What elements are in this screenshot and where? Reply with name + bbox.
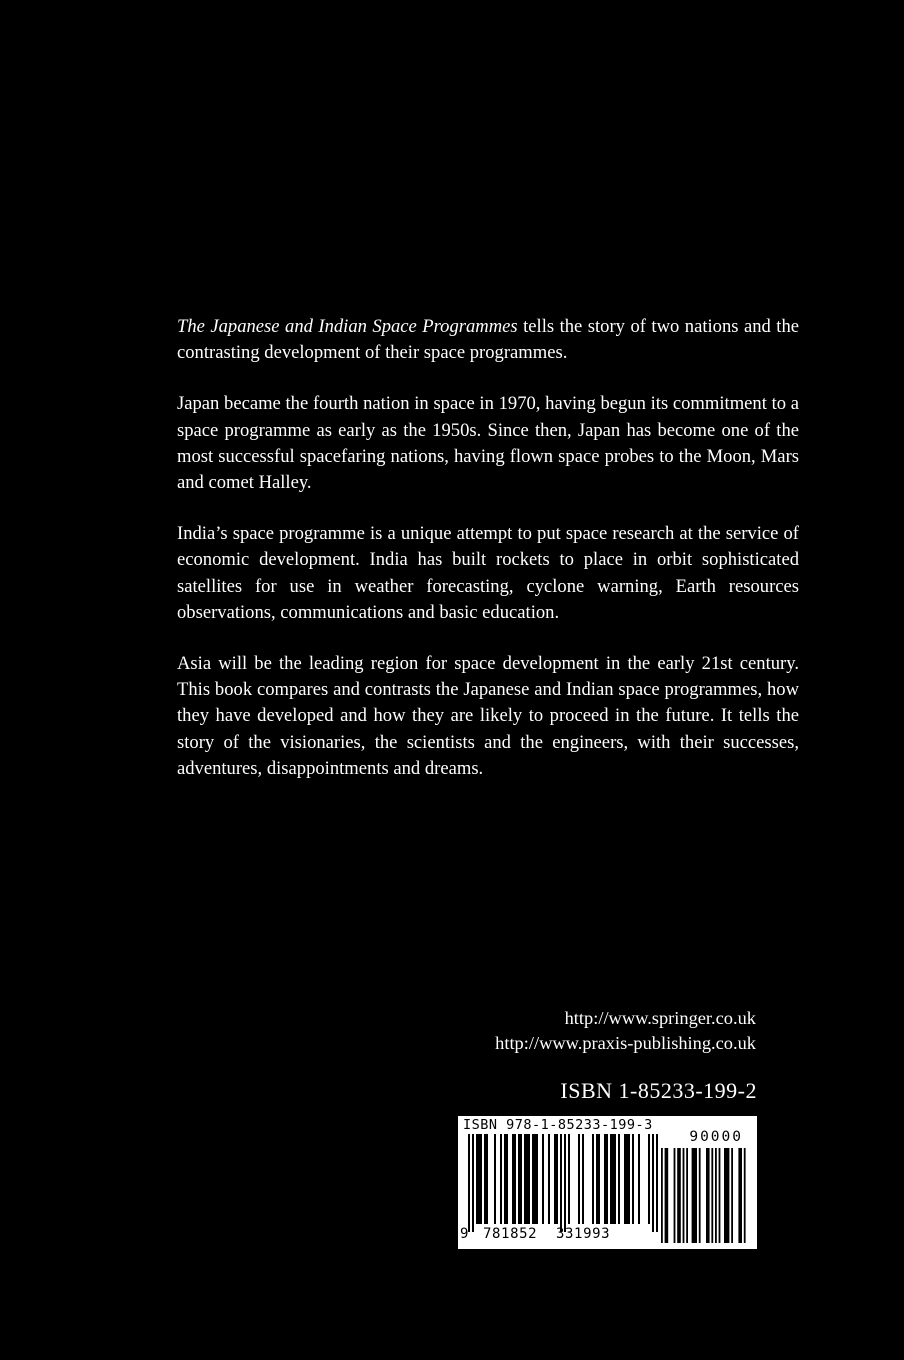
barcode-bar [578,1134,580,1224]
barcode-bar [648,1134,650,1224]
barcode-addon-bar [715,1148,717,1243]
barcode-bar [604,1134,608,1224]
barcode-addon-digits: 90000 [689,1129,743,1145]
barcode-bar [656,1134,658,1232]
barcode-isbn13-label: ISBN 978-1-85233-199-3 [463,1117,653,1133]
barcode-bar [554,1134,558,1224]
blurb-paragraph-4: Asia will be the leading region for space development in the early 21st century. This book compares and contrasts the Japanese and Indian space programmes, how they have developed and how they are likely to proceed in the future. It tells the story of the visionaries, the scientists and the engineers, with their successes, adventures, disappointments and dreams. [177,653,799,779]
barcode-addon-bar [677,1148,681,1243]
barcode-left-digits: 781852 [483,1226,538,1242]
barcode-bar [532,1134,538,1224]
barcode-addon-bar [683,1148,685,1243]
barcode-addon-bar [674,1148,676,1243]
barcode-addon-bar [744,1148,746,1243]
barcode-bar [468,1134,470,1232]
barcode-bar [638,1134,640,1224]
barcode-bar [548,1134,550,1224]
blurb-paragraph-2: Japan became the fourth nation in space in 1970, having begun its commitment to a space programme as early as the 1950s. Since then, Japan has become one of the most successful spacefaring nations, having flown space probes to the Moon, Mars and comet Halley. [177,393,799,494]
barcode-addon-bar [738,1148,742,1243]
barcode-bar [624,1134,630,1224]
blurb-paragraph-3: India’s space programme is a unique attempt to put space research at the service of economic development. India has built rockets to place in orbit sophisticated satellites for use in weather forecasting, cyclone warning, Earth resources observations, communications and basic education. [177,523,799,623]
barcode-bar [632,1134,634,1224]
back-cover-blurb [177,314,799,807]
blurb-paragraph-1 [177,314,799,366]
barcode-right-digits: 331993 [556,1226,611,1242]
barcode-bar [500,1134,502,1224]
barcode-addon-bar [731,1148,733,1243]
barcode-bar [564,1134,566,1232]
barcode-bar [652,1134,654,1232]
barcode-bar [472,1134,474,1232]
book-title: The Japanese and Indian Space Programmes [177,316,518,337]
barcode-bar [524,1134,530,1224]
barcode-bar [542,1134,544,1224]
barcode-addon-bar [724,1148,729,1243]
barcode-bar [568,1134,570,1224]
barcode-addon-bar [699,1148,701,1243]
barcode-first-digit: 9 [460,1226,469,1242]
barcode-bar [596,1134,600,1224]
isbn-number: ISBN 1-85233-199-2 [560,1078,757,1103]
barcode-bar [618,1134,620,1224]
barcode-addon-bar [692,1148,697,1243]
barcode-addon-bar [706,1148,710,1243]
barcode-addon-bar [686,1148,688,1243]
barcode-bar [560,1134,562,1232]
praxis-link[interactable]: http://www.praxis-publishing.co.uk [495,1033,756,1053]
publisher-links [495,1006,756,1056]
barcode-bar [504,1134,508,1224]
barcode-bar [610,1134,616,1224]
barcode-addon-bar [661,1148,663,1243]
barcode-bar [512,1134,516,1224]
barcode-addon-bar [711,1148,713,1243]
barcode-bar [582,1134,584,1224]
barcode-bar [494,1134,496,1224]
barcode-bar [592,1134,594,1224]
barcode-bar [518,1134,522,1224]
barcode-addon-bar [719,1148,721,1243]
barcode-addon-bar [665,1148,669,1243]
barcode [458,1116,757,1249]
blurb-paragraph-1-text: tells the story of two nations and the contrasting development of their space programmes. [177,316,799,364]
springer-link[interactable]: http://www.springer.co.uk [564,1008,756,1028]
barcode-bar [476,1134,482,1224]
barcode-bar [484,1134,488,1224]
